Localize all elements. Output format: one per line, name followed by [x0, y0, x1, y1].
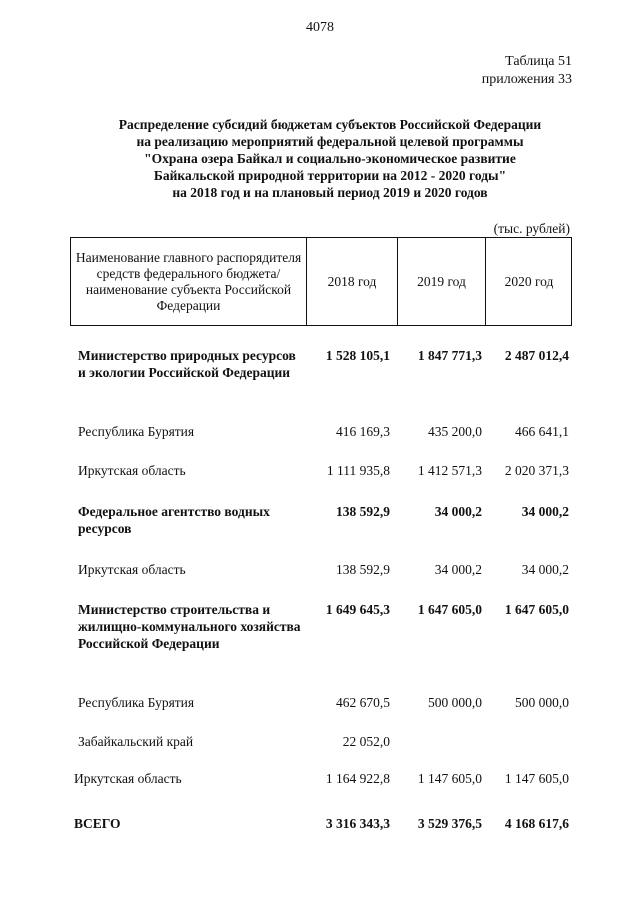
value-2020: 500 000,0 [515, 695, 569, 710]
row-name: Министерство природных ресурсов и экологии Российской Федерации [78, 348, 296, 380]
value-2018: 1 528 105,1 [325, 348, 390, 363]
title-line: Распределение субсидий бюджетам субъектов Российской Федерации [118, 117, 542, 132]
value-2018: 416 169,3 [336, 424, 390, 439]
title-line: на 2018 год и на плановый период 2019 и 2020 годов [172, 185, 488, 200]
table-header [70, 237, 572, 326]
value-2020: 34 000,2 [521, 562, 569, 577]
row-name: Министерство строительства и жилищно-коммунального хозяйства Российской Федерации [78, 602, 301, 651]
value-2019: 1 847 771,3 [417, 348, 482, 363]
value-2018: 462 670,5 [336, 695, 390, 710]
total-2018: 3 316 343,3 [325, 816, 390, 831]
value-2018: 1 164 922,8 [325, 771, 390, 786]
table-number: Таблица 51 [505, 54, 572, 69]
value-2020: 2 020 371,3 [504, 463, 569, 478]
value-2018: 1 111 935,8 [326, 463, 390, 478]
row-name: Иркутская область [78, 562, 186, 577]
value-2018: 138 592,9 [336, 562, 390, 577]
row-name: Республика Бурятия [78, 695, 195, 710]
value-2020: 2 487 012,4 [504, 348, 569, 363]
row-name: Федеральное агентство водных ресурсов [78, 504, 270, 536]
units-label: (тыс. рублей) [493, 221, 570, 236]
total-2019: 3 529 376,5 [417, 816, 482, 831]
value-2019: 435 200,0 [428, 424, 482, 439]
value-2019: 1 147 605,0 [417, 771, 482, 786]
value-2020: 1 147 605,0 [504, 771, 569, 786]
page-number: 4078 [306, 20, 334, 35]
header-year-2019: 2019 год [417, 273, 466, 289]
value-2020: 1 647 605,0 [504, 602, 569, 617]
header-name-column: Наименование главного распорядителя средств федерального бюджета/наименование субъекта Российской Федерации [75, 249, 302, 313]
appendix-number: приложения 33 [481, 72, 572, 87]
total-2020: 4 168 617,6 [504, 816, 569, 831]
header-year-2020: 2020 год [504, 273, 554, 289]
value-2020: 34 000,2 [521, 504, 569, 519]
value-2019: 34 000,2 [434, 562, 482, 577]
value-2020: 466 641,1 [515, 424, 569, 439]
total-label: ВСЕГО [74, 816, 121, 831]
value-2019: 1 412 571,3 [417, 463, 482, 478]
title-line: Байкальской природной территории на 2012 - 2020 годы" [153, 168, 507, 183]
row-name: Иркутская область [74, 771, 182, 786]
value-2018: 138 592,9 [336, 504, 390, 519]
row-name: Забайкальский край [78, 734, 194, 749]
row-name: Республика Бурятия [78, 424, 195, 439]
value-2019: 500 000,0 [428, 695, 482, 710]
header-year-2018: 2018 год [327, 273, 377, 289]
value-2019: 1 647 605,0 [417, 602, 482, 617]
row-name: Иркутская область [78, 463, 186, 478]
value-2018: 1 649 645,3 [325, 602, 390, 617]
title-line: "Охрана озера Байкал и социально-экономическое развитие [144, 151, 516, 166]
title-line: на реализацию мероприятий федеральной целевой программы [136, 134, 524, 149]
value-2018: 22 052,0 [342, 734, 390, 749]
value-2019: 34 000,2 [434, 504, 482, 519]
